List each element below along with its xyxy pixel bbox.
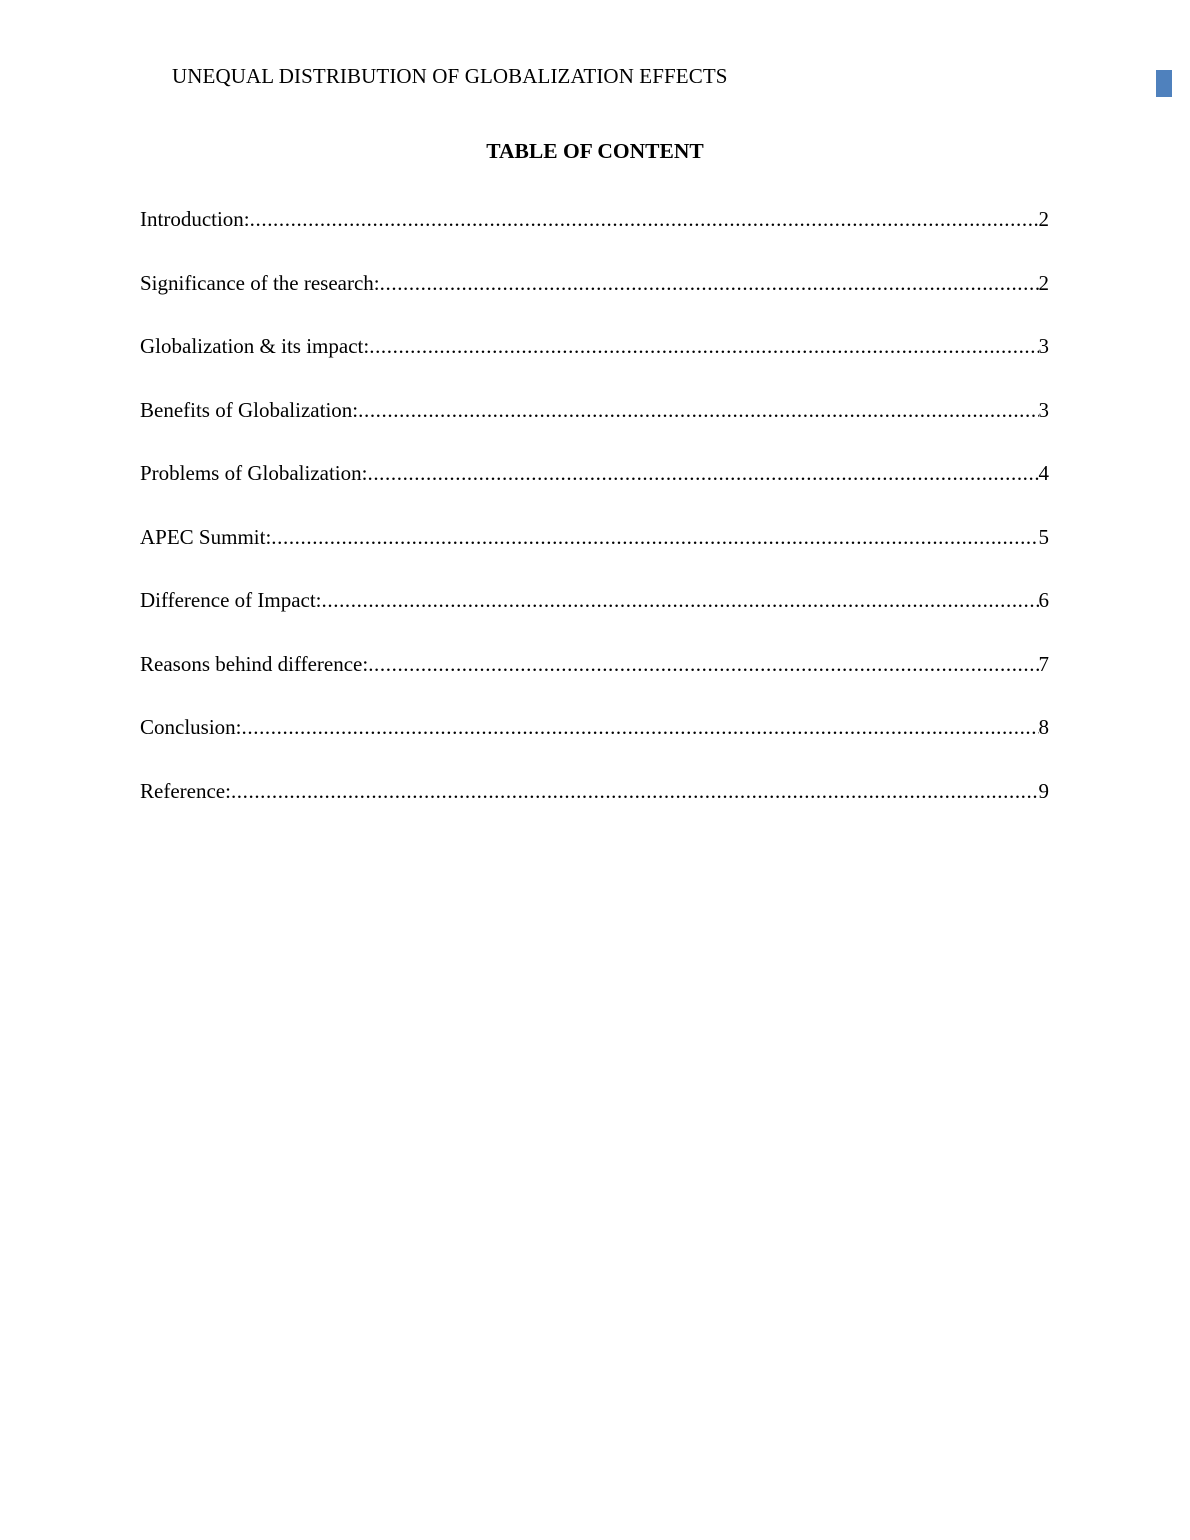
- toc-entry-page: 5: [1038, 524, 1049, 549]
- toc-entry-apec-summit[interactable]: [140, 525, 1049, 589]
- toc-entry-label: Introduction:: [140, 207, 250, 231]
- toc-entry-significance[interactable]: [140, 271, 1049, 335]
- toc-leader-dots: [380, 271, 1039, 296]
- toc-entry-label: APEC Summit:: [140, 524, 272, 549]
- toc-entry-globalization-impact[interactable]: [140, 334, 1049, 398]
- toc-leader-dots: [322, 588, 1039, 613]
- toc-entry-reasons[interactable]: [140, 652, 1049, 716]
- toc-list: [140, 207, 1049, 842]
- toc-title: TABLE OF CONTENT: [486, 139, 704, 163]
- toc-entry-page: 7: [1038, 651, 1049, 676]
- toc-entry-label: Globalization & its impact:: [140, 334, 370, 358]
- toc-entry-page: 3: [1038, 397, 1049, 422]
- toc-entry-page: 4: [1038, 461, 1049, 485]
- toc-entry-benefits[interactable]: [140, 398, 1049, 462]
- toc-entry-label: Reference:: [140, 778, 231, 803]
- toc-entry-page: 3: [1038, 334, 1049, 358]
- toc-leader-dots: [231, 779, 1039, 804]
- toc-leader-dots: [250, 207, 1039, 232]
- running-header-title: UNEQUAL DISTRIBUTION OF GLOBALIZATION EFFECTS: [172, 64, 728, 88]
- toc-entry-label: Reasons behind difference:: [140, 651, 369, 676]
- toc-leader-dots: [271, 525, 1038, 550]
- toc-entry-difference-impact[interactable]: [140, 588, 1049, 652]
- toc-entry-label: Problems of Globalization:: [140, 461, 368, 485]
- toc-entry-page: 9: [1038, 778, 1049, 803]
- toc-leader-dots: [242, 715, 1039, 740]
- toc-entry-label: Difference of Impact:: [140, 588, 322, 612]
- toc-leader-dots: [358, 398, 1038, 423]
- toc-entry-label: Conclusion:: [140, 715, 242, 739]
- page-marker: [1156, 70, 1172, 97]
- toc-leader-dots: [368, 652, 1038, 677]
- toc-entry-page: 8: [1038, 715, 1049, 739]
- toc-leader-dots: [367, 461, 1038, 486]
- toc-entry-conclusion[interactable]: [140, 715, 1049, 779]
- toc-entry-label: Benefits of Globalization:: [140, 397, 359, 422]
- toc-entry-label: Significance of the research:: [140, 270, 380, 295]
- toc-entry-introduction[interactable]: [140, 207, 1049, 271]
- toc-entry-page: 2: [1038, 270, 1049, 295]
- toc-entry-problems[interactable]: [140, 461, 1049, 525]
- toc-leader-dots: [369, 334, 1038, 359]
- toc-entry-page: 2: [1038, 207, 1049, 231]
- toc-entry-page: 6: [1038, 588, 1049, 612]
- toc-entry-reference[interactable]: [140, 779, 1049, 843]
